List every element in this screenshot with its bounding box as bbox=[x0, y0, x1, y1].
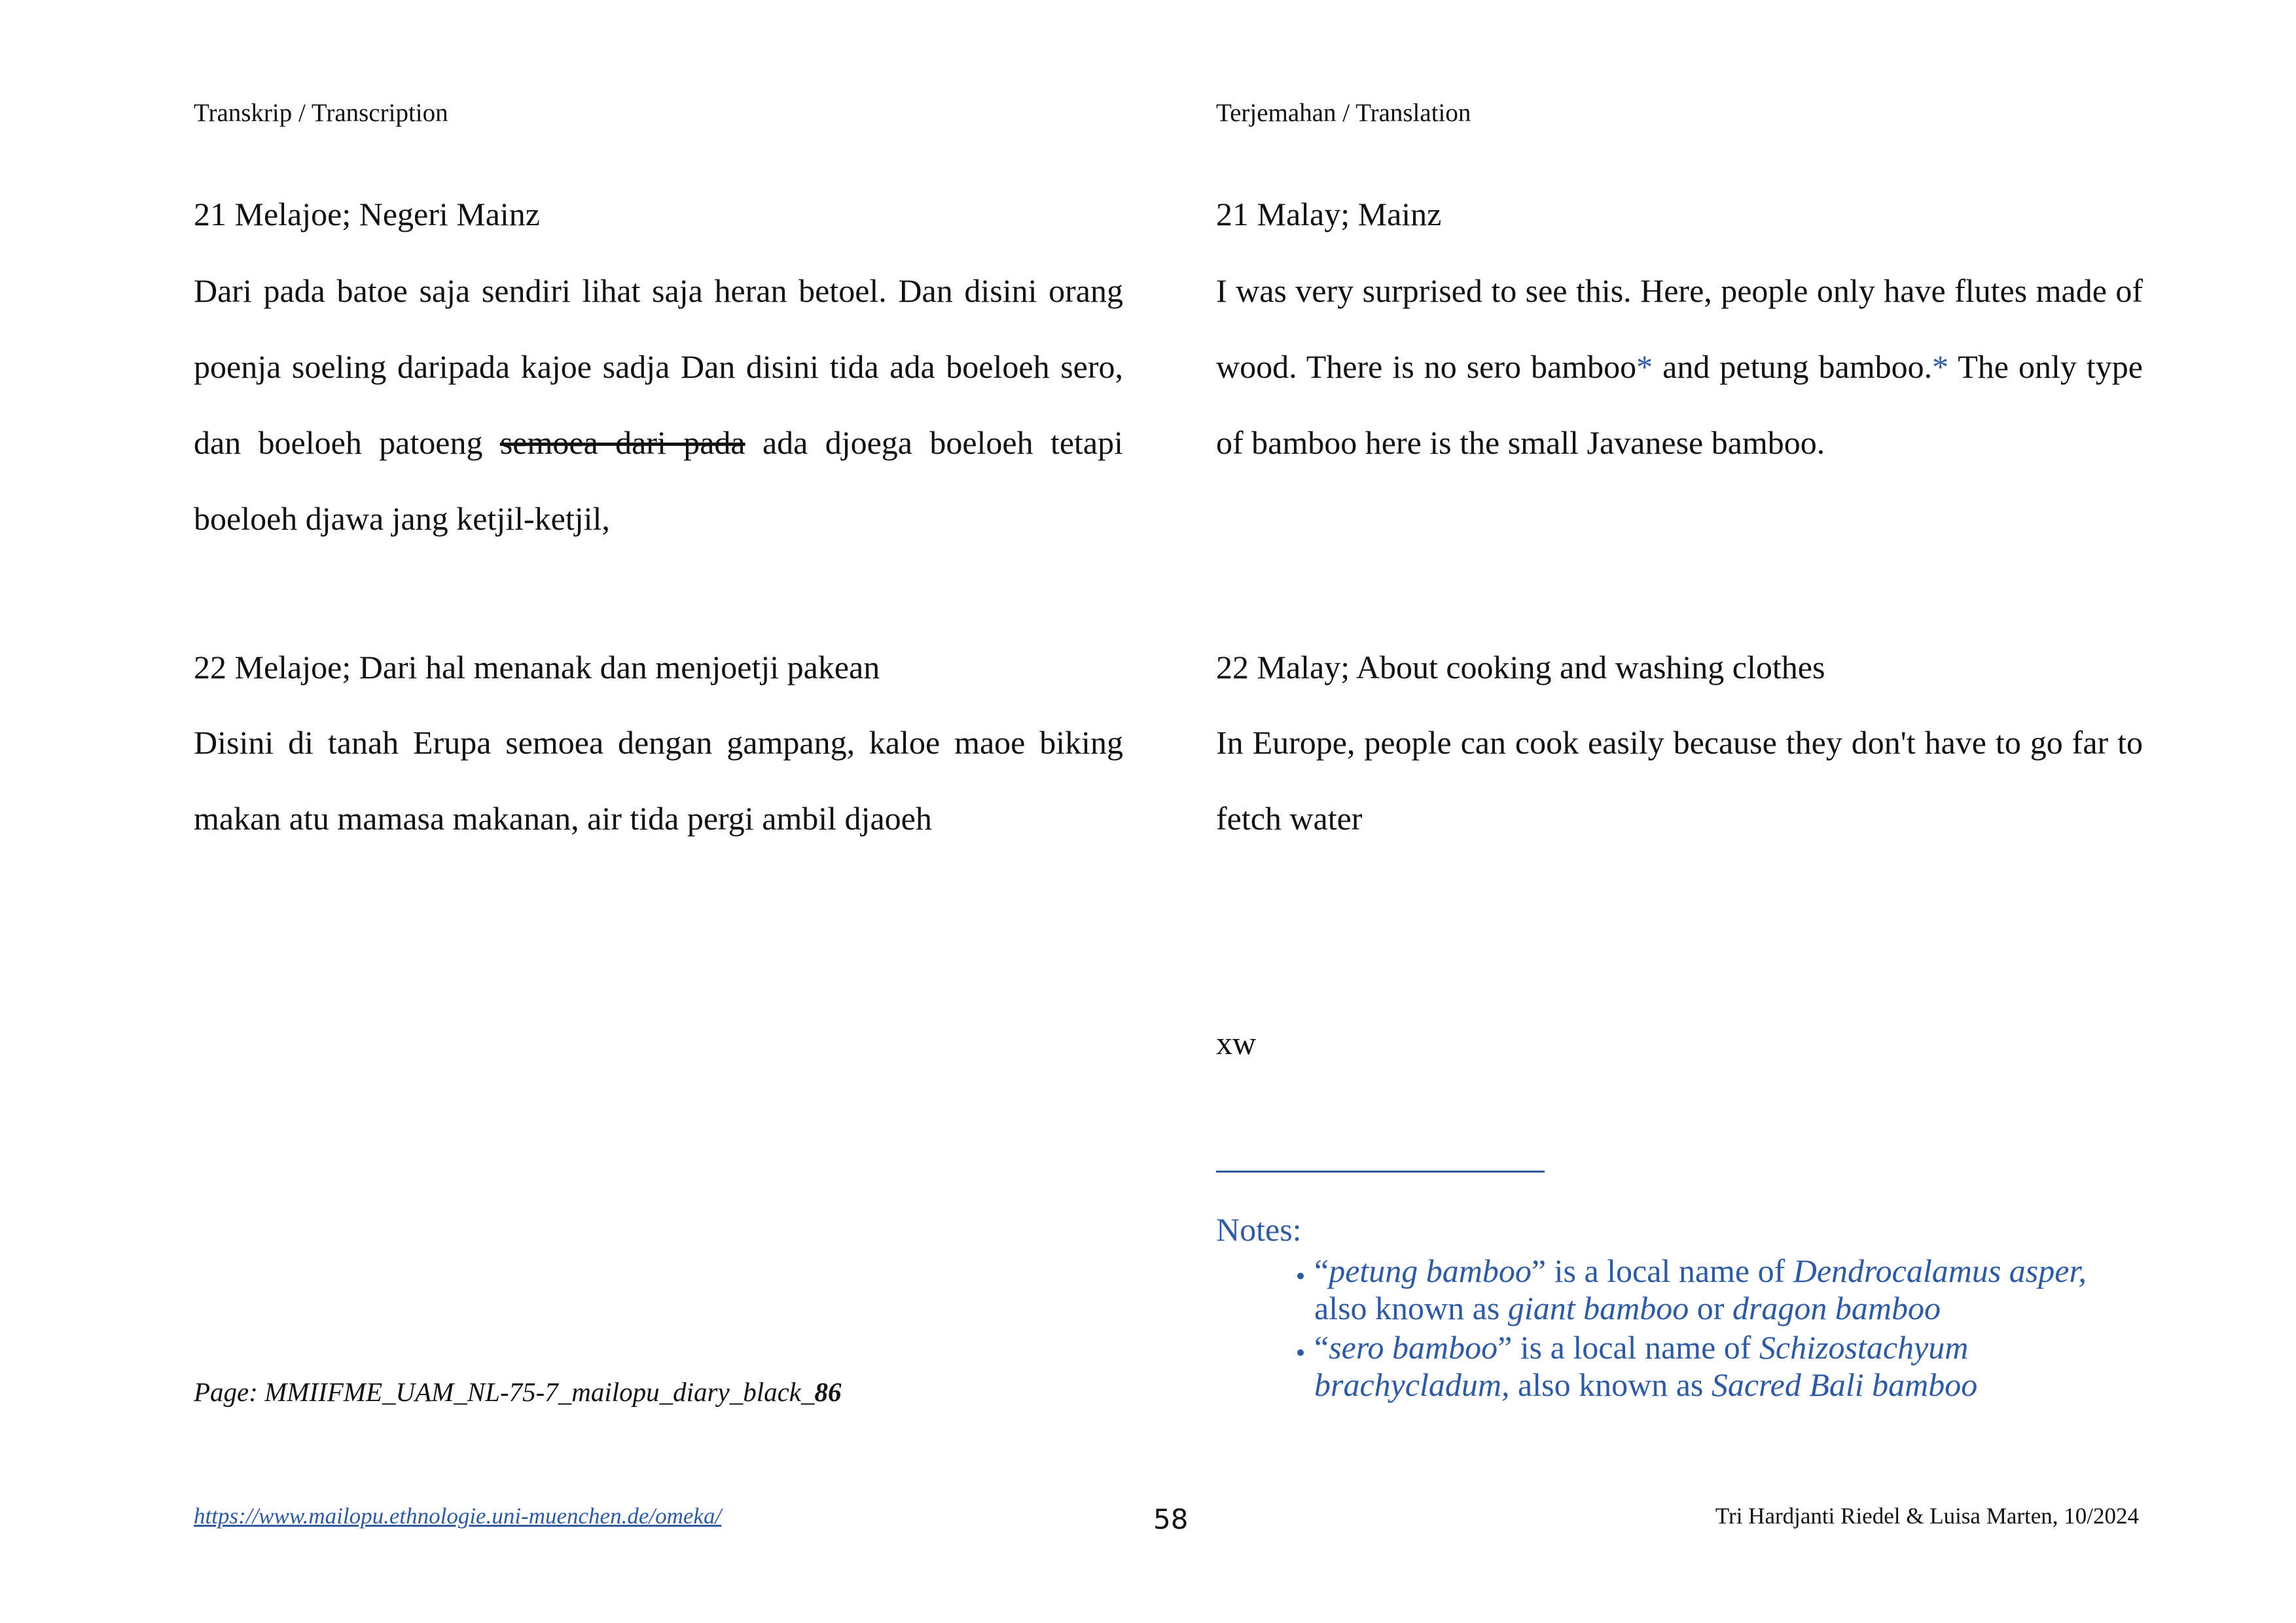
translation-entry-22-title: 22 Malay; About cooking and washing clothes bbox=[1216, 649, 1825, 685]
open-quote: “ bbox=[1314, 1252, 1329, 1289]
note-text: is a local name of bbox=[1546, 1252, 1793, 1289]
transcription-entry-21-title: 21 Melajoe; Negeri Mainz bbox=[194, 196, 540, 232]
note-term: sero bamboo bbox=[1329, 1329, 1498, 1366]
translation-column-header: Terjemahan / Translation bbox=[1216, 99, 1471, 127]
transcription-column-header: Transkrip / Transcription bbox=[194, 99, 448, 127]
footnote-marker: * bbox=[1932, 348, 1949, 385]
notes-divider bbox=[1216, 1171, 1545, 1173]
credits: Tri Hardjanti Riedel & Luisa Marten, 10/2024 bbox=[1715, 1503, 2139, 1529]
translation-text-part: The only type of bamboo here is the small Javanese bamboo. bbox=[1216, 348, 2143, 461]
open-quote: “ bbox=[1314, 1329, 1329, 1366]
note-alias: dragon bamboo bbox=[1732, 1290, 1941, 1326]
note-term: petung bamboo bbox=[1329, 1252, 1532, 1289]
page-reference bbox=[194, 1376, 842, 1408]
translation-text-part: I was very surprised to see this. Here, people only have flutes made of wood. There is no sero bamboo bbox=[1216, 272, 2143, 385]
footnote-marker: * bbox=[1636, 348, 1653, 385]
translation-text-part: and petung bamboo. bbox=[1662, 348, 1933, 385]
omeka-link[interactable]: https://www.mailopu.ethnologie.uni-muenchen.de/omeka/ bbox=[194, 1503, 722, 1529]
transcription-entry-22-paragraph: Disini di tanah Erupa semoea dengan gampang, kaloe maoe biking makan atu mamasa makanan, air tida pergi ambil djaoeh bbox=[194, 724, 1123, 837]
transcription-text-part: ada djoega boeloeh tetapi boeloeh djawa jang ketjil-ketjil, bbox=[194, 424, 1124, 537]
transcription-entry-22-title: 22 Melajoe; Dari hal menanak dan menjoetji pakean bbox=[194, 649, 880, 685]
notes-list bbox=[1216, 1252, 2145, 1404]
note-alias: Sacred Bali bamboo bbox=[1711, 1366, 1978, 1403]
translation-entry-21-text bbox=[1216, 253, 2143, 481]
transcription-entry-22-text bbox=[194, 704, 1123, 856]
translation-entry-22-paragraph: In Europe, people can cook easily because they don't have to go far to fetch water bbox=[1216, 724, 2143, 837]
page-number: 58 bbox=[1153, 1503, 1189, 1535]
note-text: or bbox=[1689, 1290, 1732, 1326]
note-species: Schizostachyum brachycladum, bbox=[1314, 1329, 1969, 1403]
close-quote: ” bbox=[1498, 1329, 1513, 1366]
note-alias: giant bamboo bbox=[1507, 1290, 1689, 1326]
close-quote: ” bbox=[1531, 1252, 1547, 1289]
transcription-text-part: Dari pada batoe saja sendiri lihat saja heran betoel. Dan disini orang poenja soeling daripada kajoe sadja Dan disini tida ada boeloeh sero, dan boeloeh patoeng bbox=[194, 272, 1123, 461]
struck-out-text: semoea dari pada bbox=[499, 424, 745, 461]
note-text: also known as bbox=[1509, 1366, 1712, 1403]
notes-section bbox=[1216, 1211, 2145, 1406]
note-text: is a local name of bbox=[1512, 1329, 1759, 1366]
notes-heading: Notes: bbox=[1216, 1211, 1302, 1248]
translation-entry-22-text bbox=[1216, 704, 2143, 856]
transcription-entry-21-text bbox=[194, 253, 1123, 556]
translation-entry-21-title: 21 Malay; Mainz bbox=[1216, 196, 1442, 232]
note-item bbox=[1314, 1329, 2145, 1404]
stray-text: xw bbox=[1216, 1025, 1257, 1061]
note-species: Dendrocalamus asper, bbox=[1793, 1252, 2087, 1289]
page-reference-label: Page: MMIIFME_UAM_NL-75-7_mailopu_diary_black_ bbox=[194, 1377, 815, 1407]
page-reference-number: 86 bbox=[814, 1377, 842, 1407]
note-item bbox=[1314, 1252, 2145, 1327]
note-text: also known as bbox=[1314, 1290, 1508, 1326]
